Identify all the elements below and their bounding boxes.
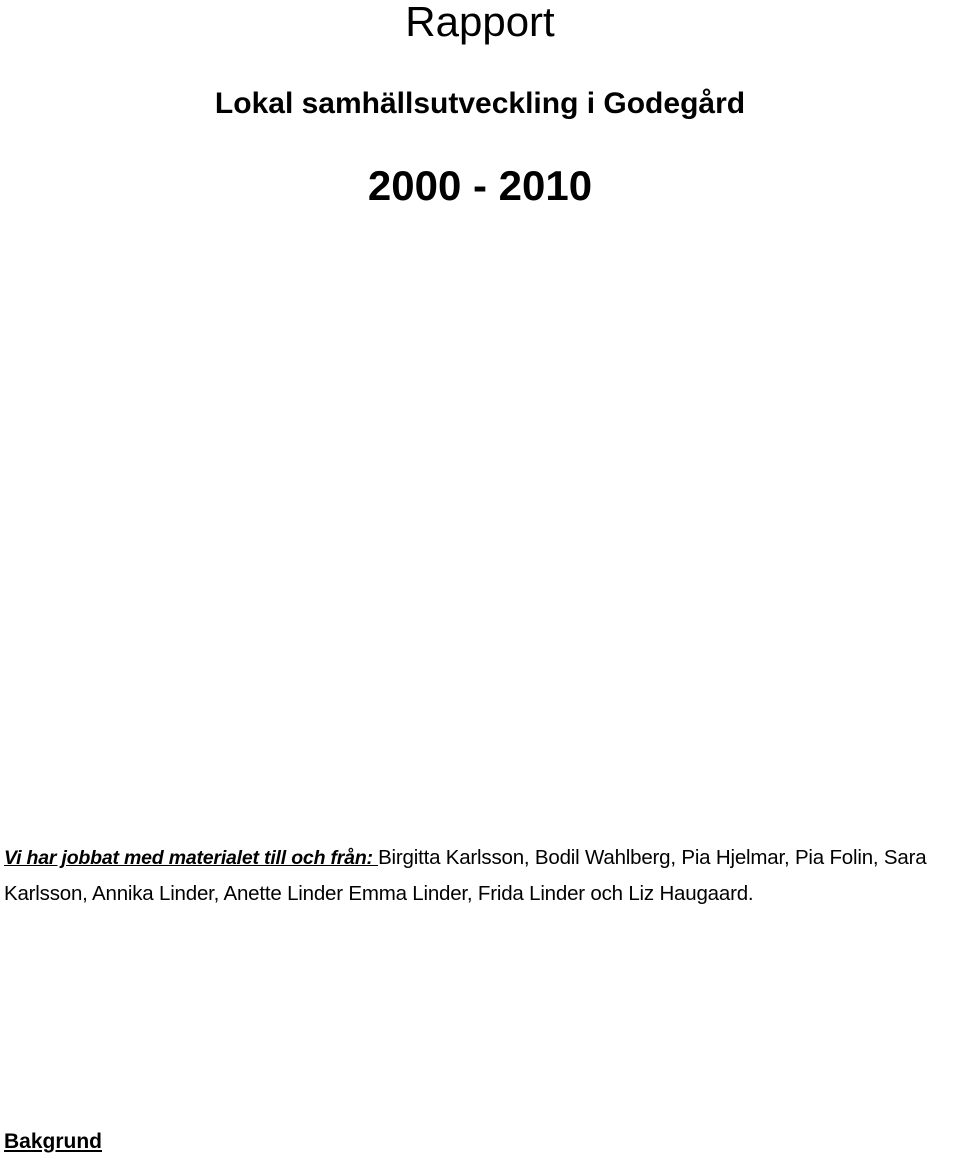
contributors-names: Birgitta Karlsson, Bodil Wahlberg, Pia Hjelmar, Pia Folin, Sara Karlsson, Annika Linder, Anette Linder Emma Linder, Frida Linder och Liz Haugaard.	[4, 846, 927, 905]
section-heading-bakgrund: Bakgrund	[4, 1130, 103, 1153]
document-years: 2000 - 2010	[367, 162, 593, 209]
document-subtitle: Lokal samhällsutveckling i Godegård	[214, 87, 746, 120]
contributors-paragraph	[4, 840, 954, 911]
document-title: Rapport	[405, 0, 555, 45]
contributors-lead: Vi har jobbat med materialet till och från:	[4, 847, 379, 869]
